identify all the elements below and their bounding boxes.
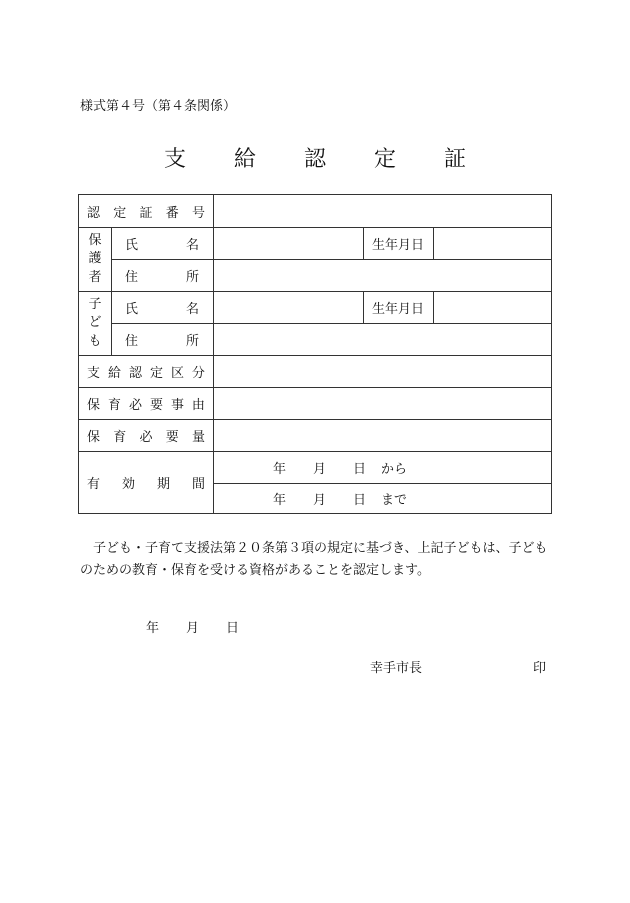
child-group-label: 子 ど も	[88, 296, 102, 350]
guardian-name-label: 氏 名	[125, 237, 199, 253]
document-title	[0, 142, 630, 173]
category-label: 支 給 認 定 区 分	[87, 365, 205, 381]
issue-date-year: 年	[146, 621, 160, 636]
title-char: 給	[233, 147, 256, 172]
issuer-title: 幸手市長	[370, 661, 423, 676]
cert-number-label: 認 定 証 番 号	[87, 205, 205, 221]
title-char: 定	[374, 147, 397, 172]
grid-line	[433, 291, 434, 323]
reason-label: 保 育 必 要 事 由	[87, 397, 205, 413]
child-birthdate-label: 生年月日	[371, 301, 424, 317]
certificate-table	[78, 194, 552, 514]
seal-mark: 印	[533, 661, 547, 676]
child-address-label: 住 所	[125, 333, 199, 349]
guardian-group-label: 保 護 者	[88, 232, 102, 286]
title-char: 証	[444, 147, 467, 172]
title-char: 支	[163, 147, 186, 172]
guardian-address-label: 住 所	[125, 269, 199, 285]
form-number: 様式第４号（第４条関係）	[80, 99, 237, 114]
amount-label: 保 育 必 要 量	[87, 429, 205, 445]
period-label: 有 効 期 間	[87, 476, 205, 492]
period-from-row: 年 月 日 から	[273, 461, 408, 477]
certification-statement: 子ども・子育て支援法第２０条第３項の規定に基づき、上記子どもは、子どものための教育・保育を受ける資格があることを認定します。	[80, 541, 548, 578]
issue-date-day: 日	[226, 621, 240, 636]
child-name-label: 氏 名	[125, 301, 199, 317]
guardian-birthdate-label: 生年月日	[371, 237, 424, 253]
issue-date-month: 月	[186, 621, 200, 636]
period-to-row: 年 月 日 まで	[273, 492, 408, 508]
grid-line	[433, 227, 434, 259]
title-char: 認	[303, 147, 326, 172]
